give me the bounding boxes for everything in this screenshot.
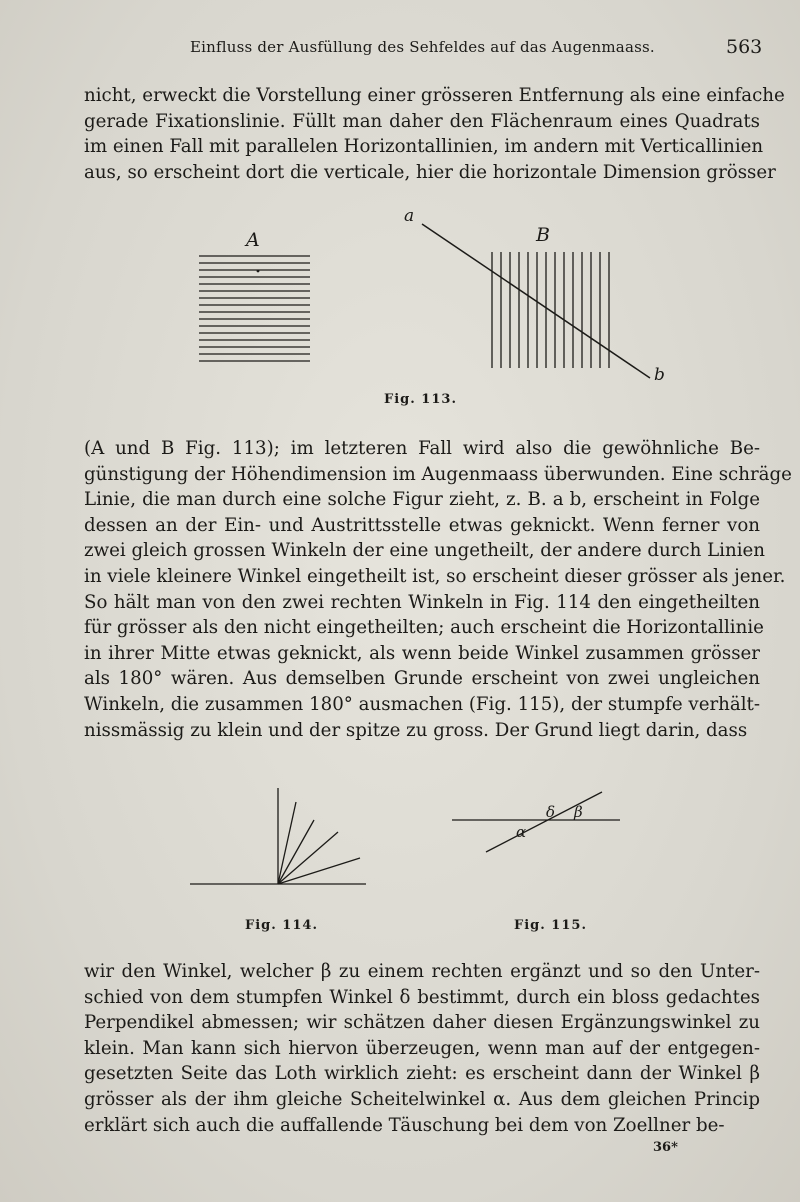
- text-line: gerade Fixationslinie. Füllt man daher den Flächenraum eines Quadrats: [84, 110, 760, 132]
- fig113-caption: Fig. 113.: [384, 392, 457, 407]
- paragraph-3: [84, 959, 760, 1138]
- fig115-label-beta: β: [574, 803, 583, 821]
- text-line: in ihrer Mitte etwas geknickt, als wenn beide Winkel zusammen grösser: [84, 642, 760, 664]
- text-line: klein. Man kann sich hiervon überzeugen, wenn man auf der entgegen-: [84, 1037, 760, 1059]
- page-number: 563: [726, 36, 763, 58]
- text-line: nissmässig zu klein und der spitze zu gross. Der Grund liegt darin, dass: [84, 719, 748, 741]
- fig113-dot: [257, 270, 260, 273]
- fig113-label-b: b: [654, 365, 665, 385]
- paragraph-1: [84, 83, 785, 185]
- text-line: grösser als der ihm gleiche Scheitelwinkel α. Aus dem gleichen Princip: [84, 1088, 760, 1110]
- text-line: günstigung der Höhendimension im Augenmaass überwunden. Eine schräge: [84, 463, 792, 485]
- text-line: in viele kleinere Winkel eingetheilt ist, so erscheint dieser grösser als jener.: [84, 565, 786, 587]
- text-line: erklärt sich auch die auffallende Täuschung bei dem von Zoellner be-: [84, 1114, 725, 1136]
- fig113-label-a: a: [404, 206, 415, 226]
- running-header: [0, 36, 800, 64]
- text-line: im einen Fall mit parallelen Horizontallinien, im andern mit Verticallinien: [84, 136, 764, 158]
- text-line: aus, so erscheint dort die verticale, hier die horizontale Dimension grösser: [84, 161, 776, 183]
- text-line: dessen an der Ein- und Austrittsstelle etwas geknickt. Wenn ferner von: [84, 514, 760, 536]
- signature-mark: 36*: [653, 1140, 678, 1155]
- text-line: als 180° wären. Aus demselben Grunde erscheint von zwei ungleichen: [84, 668, 760, 690]
- fig115-label-delta: δ: [546, 803, 556, 821]
- text-line: Winkeln, die zusammen 180° ausmachen (Fig. 115), der stumpfe verhält-: [84, 693, 760, 715]
- text-line: schied von dem stumpfen Winkel δ bestimmt, durch ein bloss gedachtes: [84, 986, 760, 1008]
- text-line: (A und B Fig. 113); im letzteren Fall wird also die gewöhnliche Be-: [84, 438, 760, 459]
- fig115-caption: Fig. 115.: [514, 918, 587, 933]
- text-line: Perpendikel abmessen; wir schätzen daher diesen Ergänzungswinkel zu: [84, 1012, 760, 1034]
- running-title: Einfluss der Ausfüllung des Sehfeldes auf das Augenmaass.: [190, 38, 655, 56]
- fig113-oblique-line-ab: [422, 224, 650, 378]
- text-line: für grösser als den nicht eingetheilten; auch erscheint die Horizontallinie: [84, 617, 764, 639]
- fig113-label-b-upper: B: [536, 224, 550, 246]
- text-line: wir den Winkel, welcher β zu einem rechten ergänzt und so den Unter-: [84, 961, 760, 982]
- text-line: So hält man von den zwei rechten Winkeln in Fig. 114 den eingetheilten: [84, 591, 760, 613]
- text-line: gesetzten Seite das Loth wirklich zieht: es erscheint dann der Winkel β: [84, 1063, 760, 1085]
- figure-115: [0, 760, 800, 960]
- fig113-label-a-upper: A: [246, 229, 260, 251]
- paragraph-2: [84, 436, 792, 743]
- fig115-label-alpha: α: [516, 823, 527, 841]
- fig115-oblique-line: [486, 792, 602, 852]
- fig114-caption: Fig. 114.: [245, 918, 318, 933]
- text-line: Linie, die man durch eine solche Figur zieht, z. B. a b, erscheint in Folge: [84, 489, 760, 511]
- text-line: zwei gleich grossen Winkeln der eine ungetheilt, der andere durch Linien: [84, 540, 766, 562]
- text-line: nicht, erweckt die Vorstellung einer grösseren Entfernung als eine einfache: [84, 85, 785, 106]
- fig113-square-a: [199, 256, 310, 361]
